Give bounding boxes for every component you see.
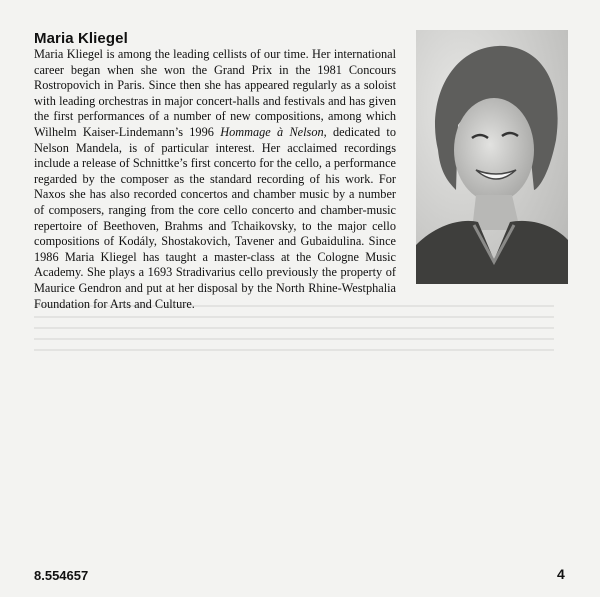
biography-italic-title: Hommage à Nelson (220, 124, 324, 139)
section-heading: Maria Kliegel (34, 30, 128, 47)
portrait-photo (416, 30, 568, 284)
biography-part-2: , dedicated to Nelson Mandela, is of particular interest. Her acclaimed recordings include a release of Schnittke’s first concerto for the cello, a performance regarded by the composer as the standard recording of his work. For Naxos she has also recorded concertos and chamber music by a number of composers, ranging from the core cello concerto and chamber-music repertoire of Beethoven, Brahms and Tchaikovsky, to the major cello compositions of Kodály, Shostakovich, Tavener and Gubaidulina. Since 1986 Maria Kliegel has taught a master-class at the Cologne Music Academy. She plays a 1693 Stradivarius cello previously the property of Maurice Gendron and put at her disposal by the North Rhine-Westphalia Foundation for Arts and Culture. (34, 124, 396, 311)
page-number: 4 (557, 566, 565, 582)
biography-text (34, 47, 396, 312)
catalog-number: 8.554657 (34, 568, 89, 583)
show-through-texture (34, 305, 554, 365)
biography-part-1: Maria Kliegel is among the leading cellists of our time. Her international career began when she won the Grand Prix in the 1981 Concours Rostropovich in Paris. Since then she has appeared regularly as a soloist with leading orchestras in major concert-halls and festivals and has given the first performances of a number of new compositions, among which Wilhelm Kaiser-Lindemann’s 1996 (34, 47, 396, 139)
